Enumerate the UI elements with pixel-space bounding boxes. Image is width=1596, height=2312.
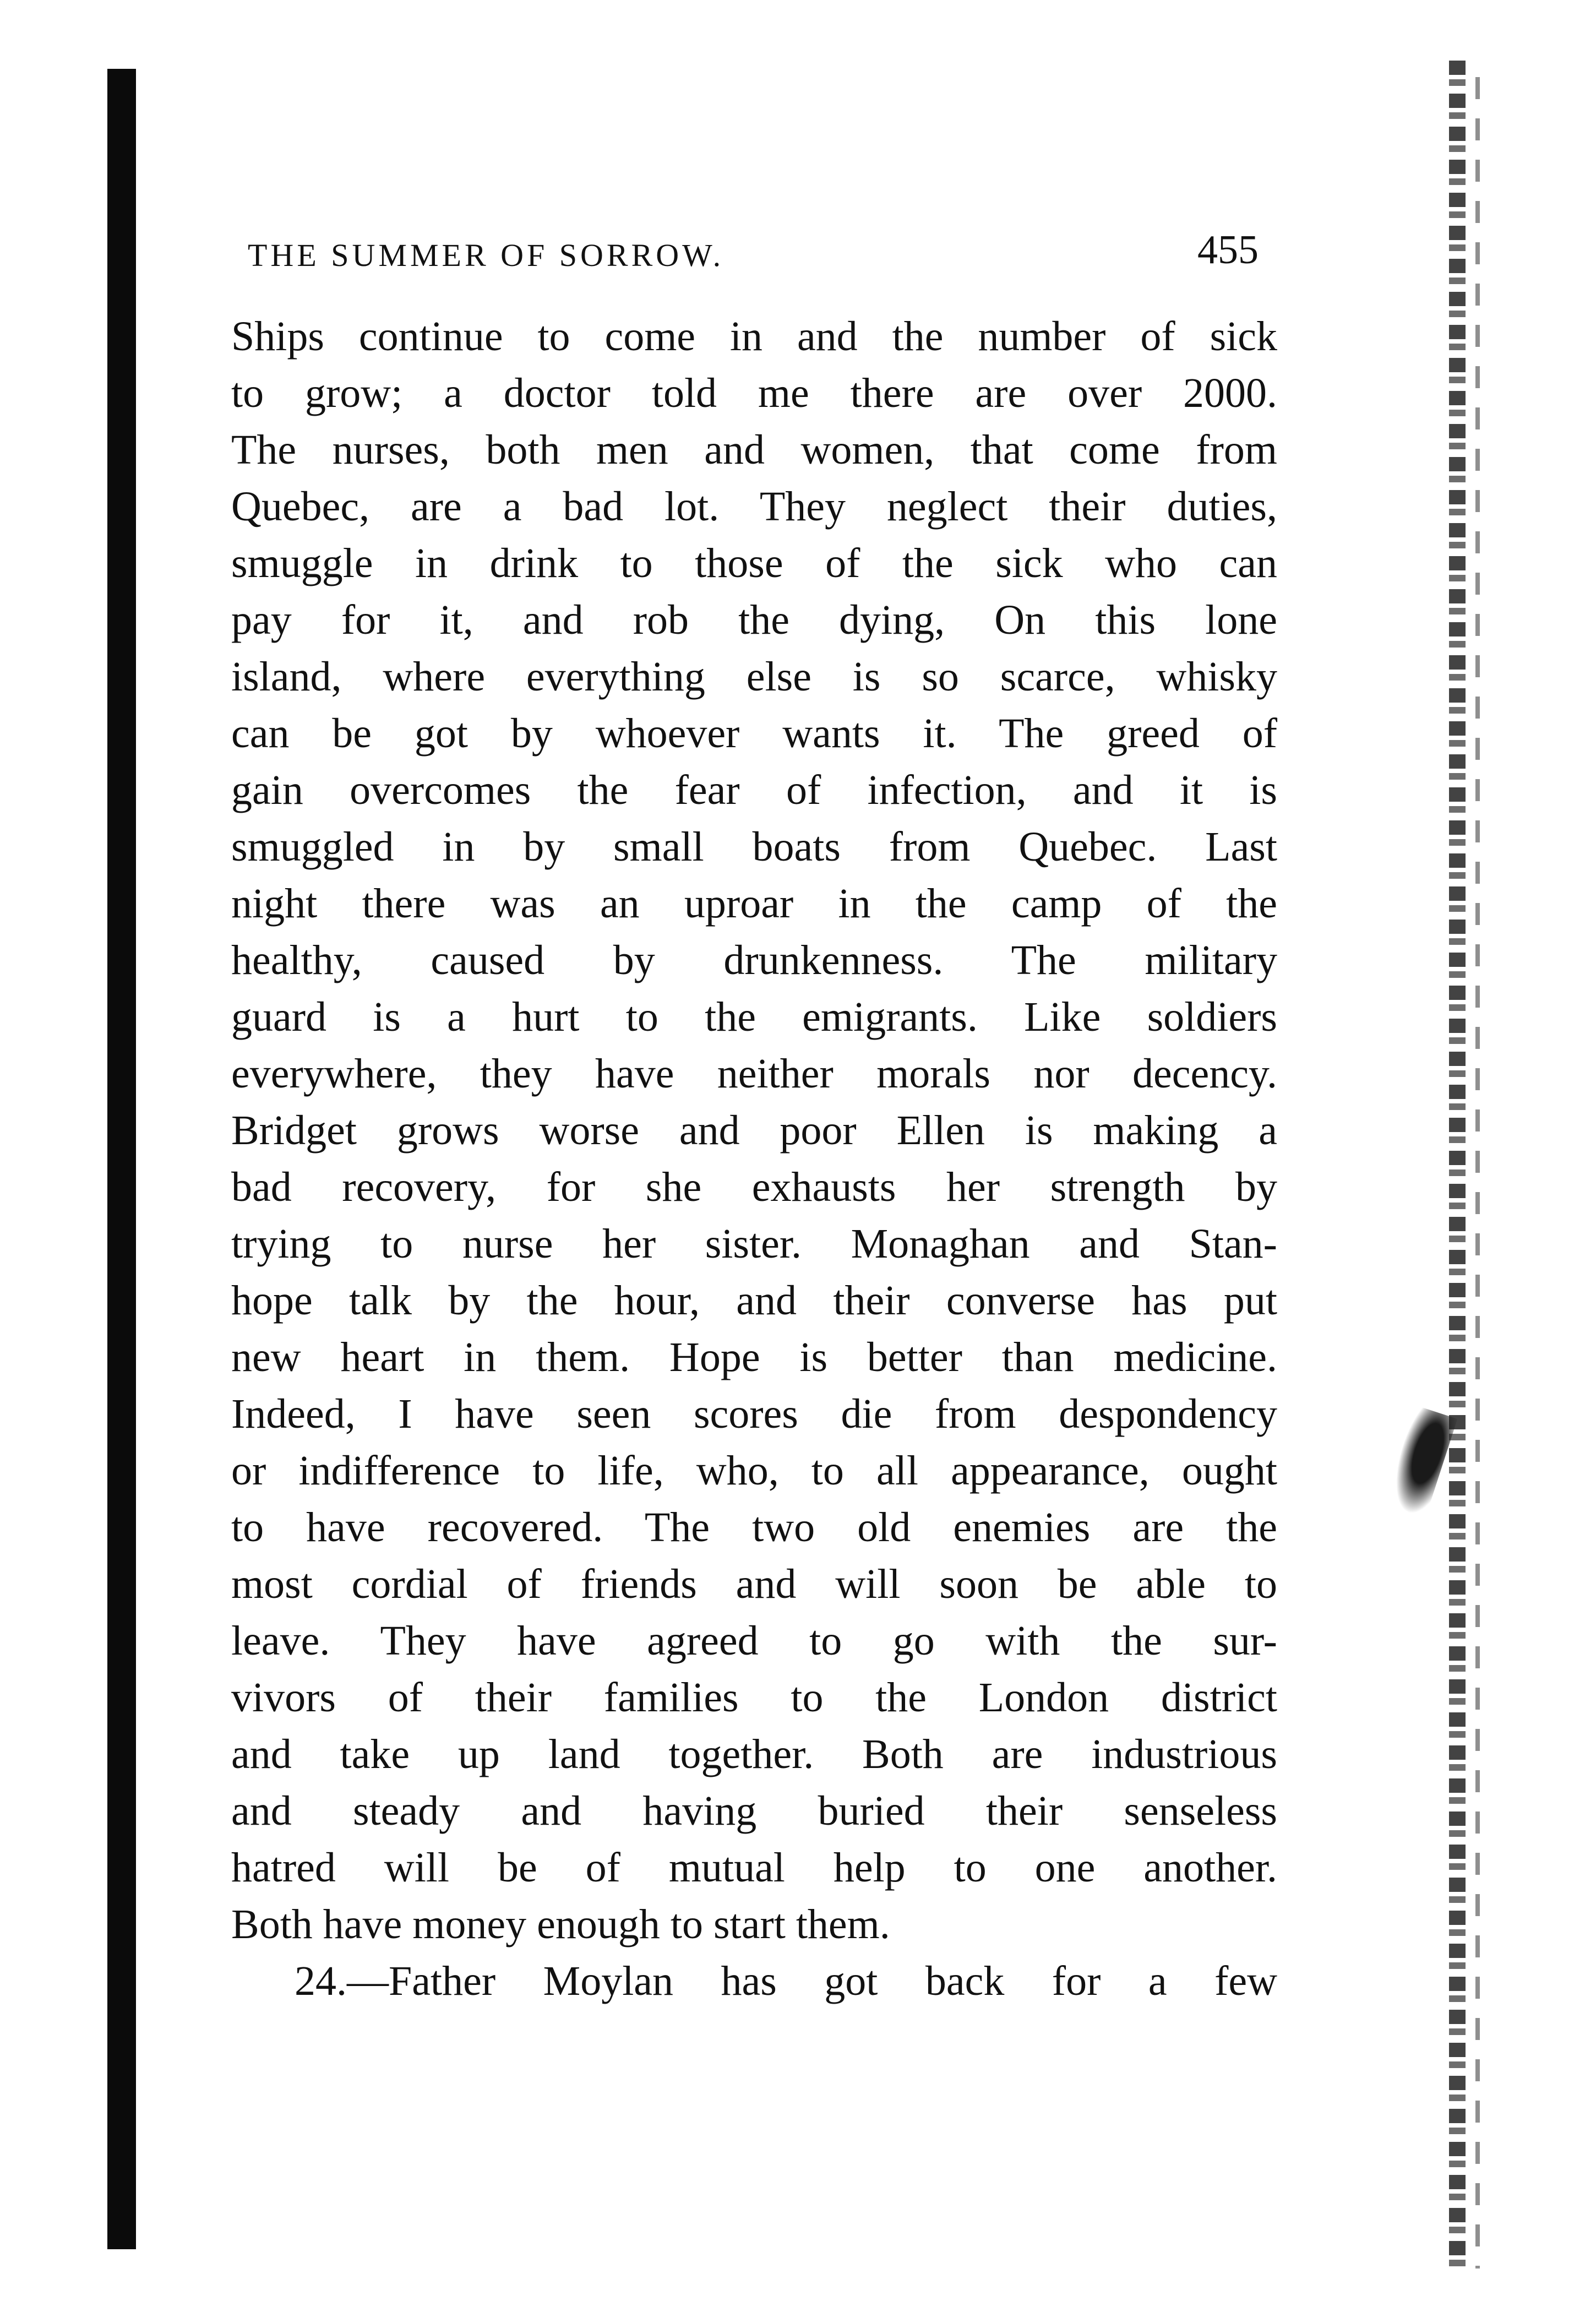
- text-line: and take up land together. Both are industrious: [231, 1731, 1277, 1777]
- binding-edge-right-inner: [1475, 77, 1480, 2269]
- text-line: Bridget grows worse and poor Ellen is making a: [231, 1107, 1277, 1154]
- binding-edge-right: [1449, 61, 1466, 2274]
- text-line: Indeed, I have seen scores die from despondency: [231, 1391, 1277, 1437]
- text-line: healthy, caused by drunkenness. The military: [231, 937, 1277, 983]
- page-number: 455: [1197, 227, 1259, 273]
- text-line: leave. They have agreed to go with the sur-: [231, 1618, 1277, 1664]
- text-line: gain overcomes the fear of infection, and it is: [231, 767, 1277, 813]
- text-line: trying to nurse her sister. Monaghan and Stan-: [231, 1221, 1277, 1267]
- text-line: 24.—Father Moylan has got back for a few: [295, 1958, 1277, 2004]
- text-line: new heart in them. Hope is better than medicine.: [231, 1334, 1277, 1380]
- text-line: guard is a hurt to the emigrants. Like soldiers: [231, 994, 1277, 1040]
- body-text: [231, 308, 1277, 2010]
- text-line: most cordial of friends and will soon be able to: [231, 1561, 1277, 1607]
- text-line: smuggled in by small boats from Quebec. Last: [231, 824, 1277, 870]
- text-line: and steady and having buried their senseless: [231, 1788, 1277, 1834]
- text-line: or indifference to life, who, to all appearance, ought: [231, 1448, 1277, 1494]
- binding-edge-left: [107, 69, 136, 2249]
- text-line: to grow; a doctor told me there are over 2000.: [231, 370, 1277, 416]
- ink-smudge: [1383, 1405, 1458, 1518]
- text-line: hope talk by the hour, and their converse has put: [231, 1277, 1277, 1324]
- text-line: hatred will be of mutual help to one another.: [231, 1845, 1277, 1891]
- running-title: THE SUMMER OF SORROW.: [248, 237, 725, 273]
- text-line: The nurses, both men and women, that come from: [231, 427, 1277, 473]
- text-line: vivors of their families to the London district: [231, 1674, 1277, 1721]
- text-line: island, where everything else is so scarce, whisky: [231, 654, 1277, 700]
- text-line: night there was an uproar in the camp of the: [231, 880, 1277, 927]
- text-line: bad recovery, for she exhausts her strength by: [231, 1164, 1277, 1210]
- text-line: smuggle in drink to those of the sick who can: [231, 540, 1277, 586]
- text-line: can be got by whoever wants it. The greed of: [231, 710, 1277, 757]
- text-line: Both have money enough to start them.: [231, 1901, 890, 1947]
- text-line: Quebec, are a bad lot. They neglect their duties,: [231, 483, 1277, 530]
- text-line: everywhere, they have neither morals nor decency.: [231, 1051, 1277, 1097]
- text-line: pay for it, and rob the dying, On this lone: [231, 597, 1277, 643]
- text-line: Ships continue to come in and the number of sick: [231, 313, 1277, 360]
- text-line: to have recovered. The two old enemies are the: [231, 1504, 1277, 1551]
